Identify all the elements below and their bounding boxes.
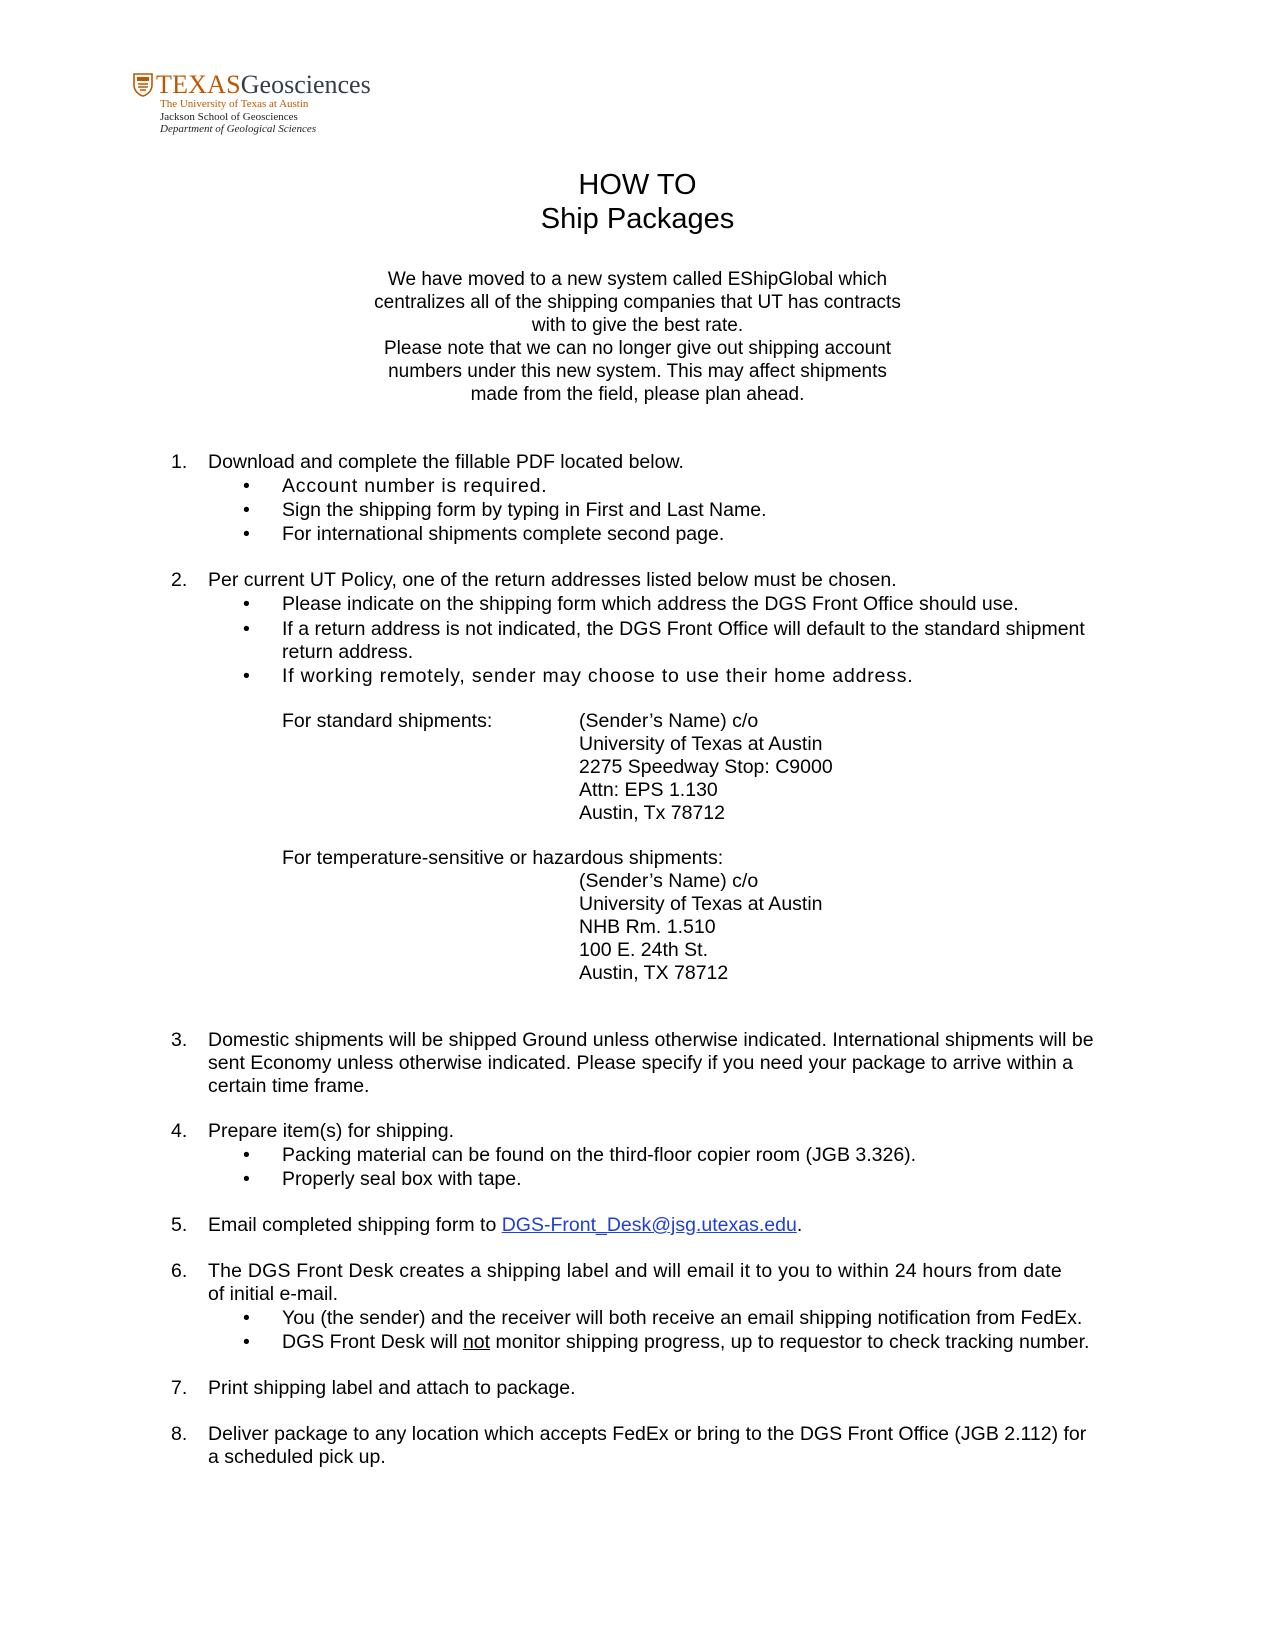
step-3-text: Domestic shipments will be shipped Ground unless otherwise indicated. International shipments will be [208, 1029, 1094, 1051]
step-number: 5. [171, 1214, 188, 1236]
step-3-text: sent Economy unless otherwise indicated. Please specify if you need your package to arrive within a [208, 1052, 1073, 1074]
step-1-bullet: For international shipments complete second page. [282, 523, 725, 545]
step-2-bullet-cont: return address. [282, 641, 414, 663]
step-6-bullet2-after: monitor shipping progress, up to requestor to check tracking number. [490, 1331, 1090, 1353]
step-2-bullet: If working remotely, sender may choose to use their home address. [282, 665, 914, 687]
step-2-bullet: Please indicate on the shipping form which address the DGS Front Office should use. [282, 593, 1019, 615]
step-4-bullet: Packing material can be found on the third-floor copier room (JGB 3.326). [282, 1144, 917, 1166]
intro-line: numbers under this new system. This may affect shipments [388, 361, 887, 382]
step-5-text [208, 1213, 802, 1237]
address-line: (Sender’s Name) c/o [579, 710, 759, 732]
step-4-text: Prepare item(s) for shipping. [208, 1120, 455, 1142]
address-line: 2275 Speedway Stop: C9000 [579, 756, 833, 778]
bullet-icon: • [243, 1168, 250, 1190]
bullet-icon: • [243, 475, 250, 497]
standard-shipments-label: For standard shipments: [282, 710, 493, 732]
step-4-bullet: Properly seal box with tape. [282, 1168, 522, 1190]
step-8-text: a scheduled pick up. [208, 1446, 386, 1468]
step-8-text: Deliver package to any location which accepts FedEx or bring to the DGS Front Office (JGB 2.112) for [208, 1423, 1087, 1445]
step-6-text: The DGS Front Desk creates a shipping label and will email it to you to within 24 hours from date [208, 1260, 1062, 1282]
step-6-bullet2-underlined: not [462, 1331, 491, 1353]
address-line: (Sender’s Name) c/o [579, 870, 759, 892]
step-7-text: Print shipping label and attach to package. [208, 1377, 576, 1399]
step-6-bullet2-before: DGS Front Desk will [282, 1331, 463, 1353]
intro-line: made from the field, please plan ahead. [470, 384, 805, 405]
logo-texas: TEXAS [156, 70, 241, 99]
logo-geosciences: Geosciences [240, 70, 371, 99]
bullet-icon: • [243, 665, 250, 687]
hazard-shipments-label: For temperature-sensitive or hazardous shipments: [282, 847, 724, 869]
step-number: 6. [171, 1260, 188, 1282]
intro-line: with to give the best rate. [531, 315, 744, 336]
step-1-bullet: Sign the shipping form by typing in First and Last Name. [282, 499, 767, 521]
bullet-icon: • [243, 618, 250, 640]
bullet-icon: • [243, 1144, 250, 1166]
step-6-bullet [282, 1330, 1089, 1354]
address-line: Attn: EPS 1.130 [579, 779, 718, 801]
step-number: 1. [171, 451, 188, 473]
step-6-bullet: You (the sender) and the receiver will both receive an email shipping notification from FedEx. [282, 1307, 1083, 1329]
address-line: Austin, Tx 78712 [579, 802, 725, 824]
step-1-text: Download and complete the fillable PDF located below. [208, 451, 684, 473]
address-line: NHB Rm. 1.510 [579, 916, 716, 938]
address-line: University of Texas at Austin [579, 893, 823, 915]
email-link[interactable]: DGS-Front_Desk@jsg.utexas.edu [501, 1214, 797, 1236]
bullet-icon: • [243, 593, 250, 615]
step-number: 4. [171, 1120, 188, 1142]
bullet-icon: • [243, 523, 250, 545]
logo [133, 72, 371, 136]
step-number: 8. [171, 1423, 188, 1445]
step-5-text-before: Email completed shipping form to [208, 1214, 502, 1236]
bullet-icon: • [243, 1307, 250, 1329]
logo-wordmark [133, 72, 371, 98]
logo-university: The University of Texas at Austin [160, 98, 309, 110]
logo-school: Jackson School of Geosciences [160, 110, 298, 123]
step-2-text: Per current UT Policy, one of the return addresses listed below must be chosen. [208, 569, 897, 591]
step-2-bullet: If a return address is not indicated, the DGS Front Office will default to the standard shipment [282, 618, 1085, 640]
logo-department: Department of Geological Sciences [160, 123, 317, 135]
step-6-text: of initial e-mail. [208, 1283, 339, 1305]
step-5-text-after: . [796, 1214, 803, 1236]
address-line: 100 E. 24th St. [579, 939, 709, 961]
step-number: 3. [171, 1029, 188, 1051]
step-number: 7. [171, 1377, 188, 1399]
step-1-bullet: Account number is required. [282, 475, 548, 497]
intro-line: centralizes all of the shipping companies that UT has contracts [374, 292, 901, 313]
page-title-line1: HOW TO [578, 169, 697, 201]
intro-line: We have moved to a new system called EShipGlobal which [387, 269, 888, 290]
address-line: University of Texas at Austin [579, 733, 823, 755]
intro-line: Please note that we can no longer give out shipping account [383, 338, 892, 359]
address-line: Austin, TX 78712 [579, 962, 729, 984]
bullet-icon: • [243, 1331, 250, 1353]
step-number: 2. [171, 569, 188, 591]
page-title-line2: Ship Packages [540, 203, 735, 235]
bullet-icon: • [243, 499, 250, 521]
ut-shield-icon [133, 73, 153, 97]
step-3-text: certain time frame. [208, 1075, 370, 1097]
